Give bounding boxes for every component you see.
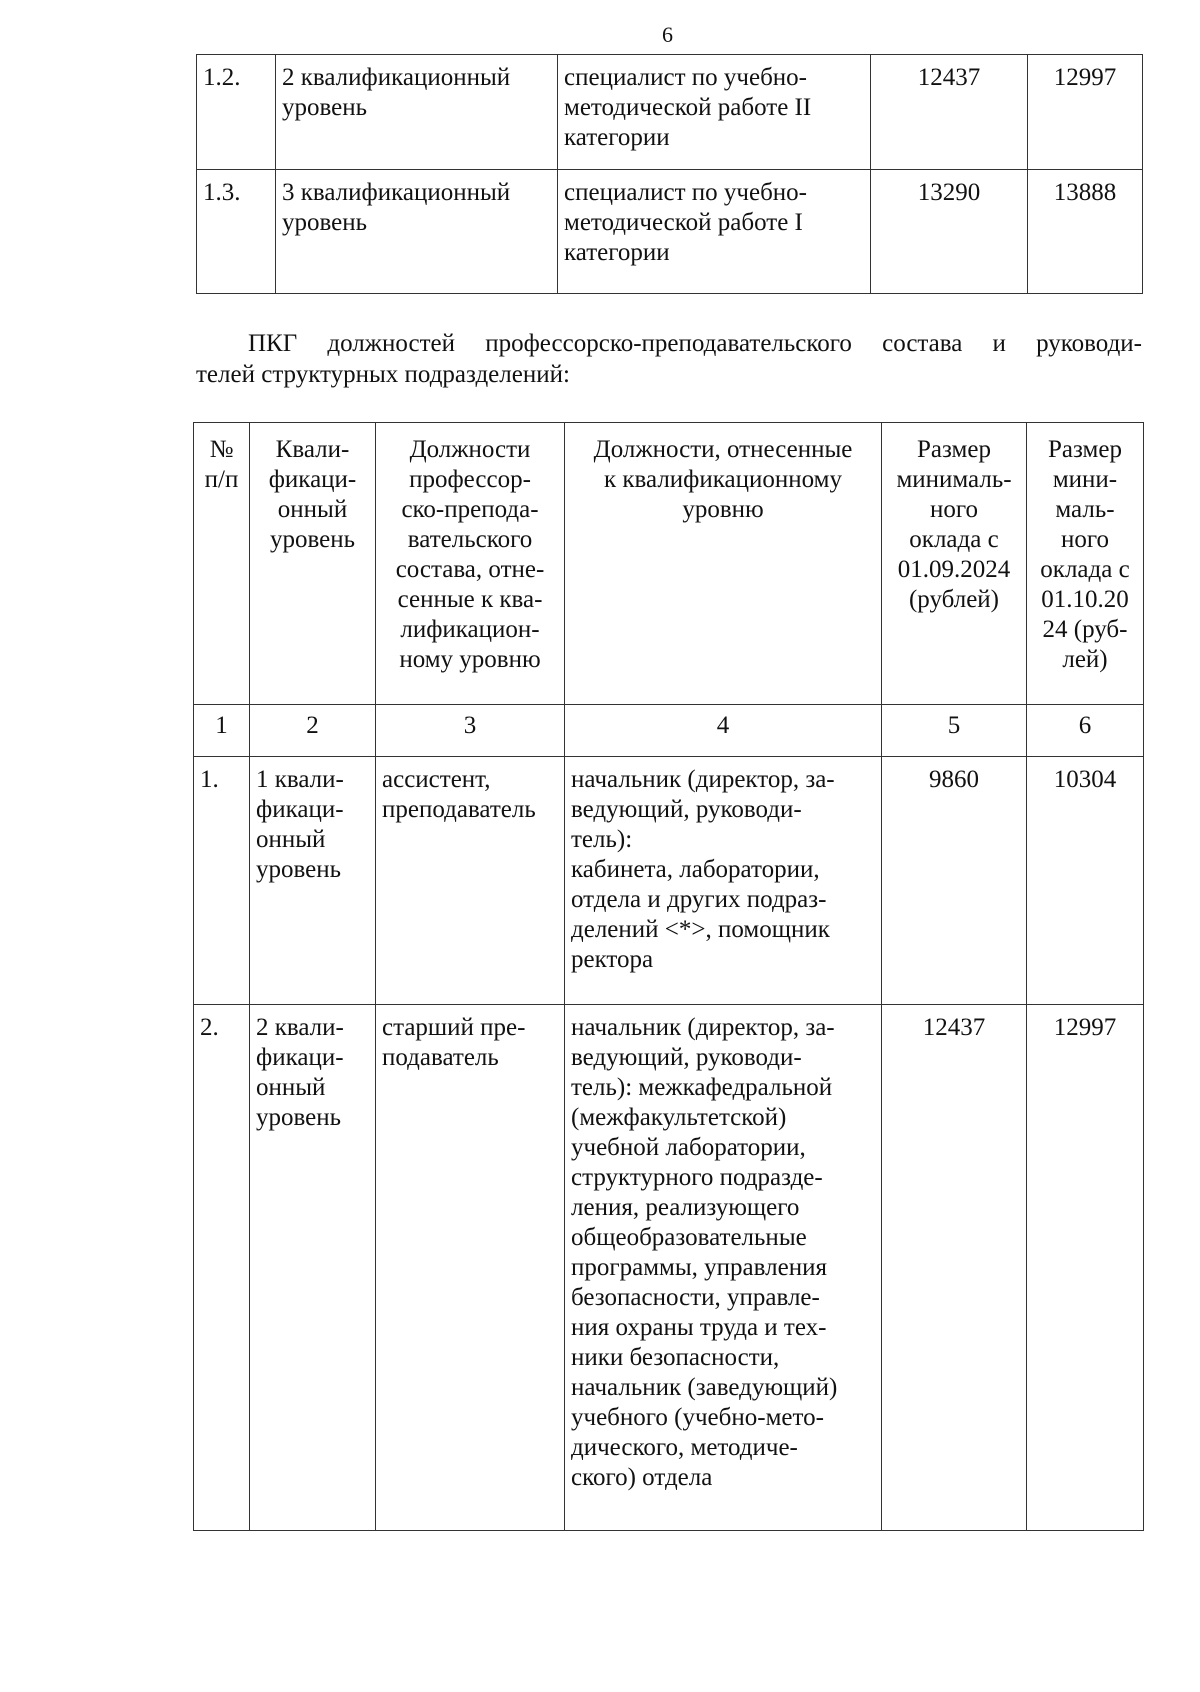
paragraph-line-1: ПКГ должностей профессорско-преподавательского состава и руководи- (248, 330, 1142, 357)
column-number: 3 (376, 705, 565, 757)
position-title: специалист по учебно- методической работе I категории (558, 170, 871, 294)
qualification-level: 2 квали- фикаци- онный уровень (250, 1005, 376, 1531)
salary-from-sep: 9860 (882, 757, 1027, 1005)
table-row (197, 55, 1143, 170)
header-salary-sep: Размер минималь- ного оклада с 01.09.2024 (рублей) (882, 423, 1027, 705)
assigned-positions: начальник (директор, за- ведующий, руководи- тель): кабинета, лаборатории, отдела и других подраз- делений <*>, помощник ректора (565, 757, 882, 1005)
row-number: 2. (194, 1005, 250, 1531)
salary-from-oct: 10304 (1027, 757, 1144, 1005)
table-row (197, 170, 1143, 294)
professorial-staff-salary-table (193, 422, 1144, 1531)
teaching-positions: старший пре- подаватель (376, 1005, 565, 1531)
header-assigned-positions: Должности, отнесенные к квалификационному уровню (565, 423, 882, 705)
column-number-row (194, 705, 1144, 757)
header-qualification-level: Квали- фикаци- онный уровень (250, 423, 376, 705)
salary-from-sep: 12437 (882, 1005, 1027, 1531)
salary-from-sep: 12437 (871, 55, 1028, 170)
table-row (194, 757, 1144, 1005)
salary-from-oct: 12997 (1027, 1005, 1144, 1531)
row-number: 1.2. (197, 55, 276, 170)
column-number: 2 (250, 705, 376, 757)
page-number: 6 (662, 22, 673, 47)
qualification-level: 1 квали- фикаци- онный уровень (250, 757, 376, 1005)
position-title: специалист по учебно- методической работе II категории (558, 55, 871, 170)
salary-from-oct: 12997 (1028, 55, 1143, 170)
column-number: 5 (882, 705, 1027, 757)
header-teaching-positions: Должности профессор- ско-препода- вательского состава, отне- сенные к ква- лификацион- ному уровню (376, 423, 565, 705)
paragraph-line-2: телей структурных подразделений: (196, 361, 570, 388)
row-number: 1.3. (197, 170, 276, 294)
assigned-positions: начальник (директор, за- ведующий, руководи- тель): межкафедральной (межфакультетской) учебной лаборатории, структурного подразде- ления, реализующего общеобразовательные программы, управления безопасности, управле- ния охраны труда и тех- ники безопасности, начальник (заведующий) учебного (учебно-мето- дического, методиче- ского) отдела (565, 1005, 882, 1531)
qualification-table-continued (196, 54, 1143, 294)
qualification-level: 3 квалификационный уровень (276, 170, 558, 294)
row-number: 1. (194, 757, 250, 1005)
header-number: № п/п (194, 423, 250, 705)
column-number: 1 (194, 705, 250, 757)
teaching-positions: ассистент, преподаватель (376, 757, 565, 1005)
column-number: 4 (565, 705, 882, 757)
column-number: 6 (1027, 705, 1144, 757)
qualification-level: 2 квалификационный уровень (276, 55, 558, 170)
header-salary-oct: Размер мини- маль- ного оклада с 01.10.20 24 (руб- лей) (1027, 423, 1144, 705)
table-header-row (194, 423, 1144, 705)
table-row (194, 1005, 1144, 1531)
section-intro-paragraph (196, 328, 1142, 390)
salary-from-oct: 13888 (1028, 170, 1143, 294)
salary-from-sep: 13290 (871, 170, 1028, 294)
